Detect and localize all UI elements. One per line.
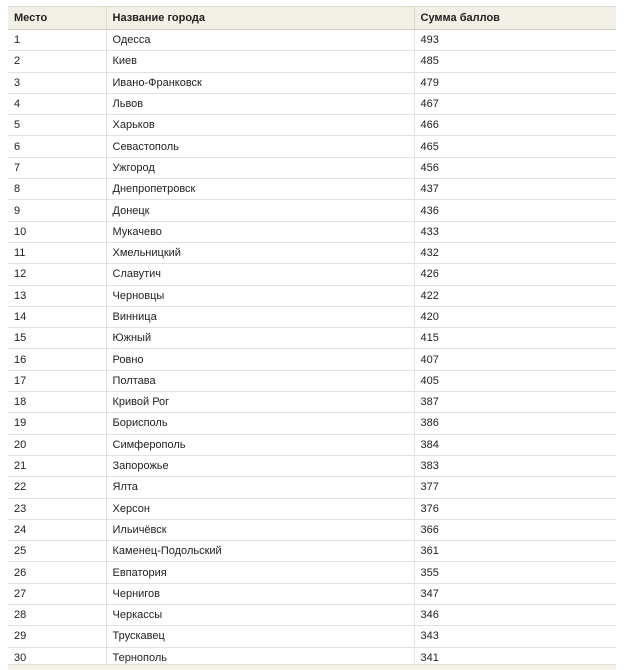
cell-score: 383 <box>414 455 616 476</box>
cell-city: Херсон <box>106 498 414 519</box>
cell-city: Днепропетровск <box>106 179 414 200</box>
cell-score: 432 <box>414 242 616 263</box>
cell-score: 346 <box>414 605 616 626</box>
cell-place: 7 <box>8 157 106 178</box>
cell-score: 386 <box>414 413 616 434</box>
cell-score: 466 <box>414 115 616 136</box>
cell-place: 23 <box>8 498 106 519</box>
cell-place: 4 <box>8 93 106 114</box>
cell-place: 26 <box>8 562 106 583</box>
cell-city: Киев <box>106 51 414 72</box>
table-row <box>8 477 616 498</box>
cell-place: 11 <box>8 242 106 263</box>
table-row <box>8 264 616 285</box>
cell-city: Ивано-Франковск <box>106 72 414 93</box>
cell-score: 467 <box>414 93 616 114</box>
cell-city: Запорожье <box>106 455 414 476</box>
cell-score: 465 <box>414 136 616 157</box>
table-row <box>8 328 616 349</box>
table-row <box>8 370 616 391</box>
cell-city: Черкассы <box>106 605 414 626</box>
cell-city: Одесса <box>106 30 414 51</box>
cell-place: 13 <box>8 285 106 306</box>
cell-city: Полтава <box>106 370 414 391</box>
table-footer-strip <box>8 664 616 670</box>
table-row <box>8 115 616 136</box>
cell-place: 29 <box>8 626 106 647</box>
ranking-table-container <box>8 6 616 669</box>
cell-city: Винница <box>106 306 414 327</box>
table-row <box>8 51 616 72</box>
city-ranking-table <box>8 6 616 669</box>
cell-place: 25 <box>8 541 106 562</box>
cell-score: 377 <box>414 477 616 498</box>
header-score-sum: Сумма баллов <box>414 7 616 30</box>
cell-city: Евпатория <box>106 562 414 583</box>
cell-city: Севастополь <box>106 136 414 157</box>
cell-place: 24 <box>8 519 106 540</box>
cell-place: 18 <box>8 392 106 413</box>
table-row <box>8 392 616 413</box>
table-row <box>8 136 616 157</box>
cell-place: 17 <box>8 370 106 391</box>
cell-city: Борисполь <box>106 413 414 434</box>
cell-place: 10 <box>8 221 106 242</box>
cell-score: 420 <box>414 306 616 327</box>
cell-city: Ровно <box>106 349 414 370</box>
cell-score: 437 <box>414 179 616 200</box>
cell-score: 343 <box>414 626 616 647</box>
cell-score: 376 <box>414 498 616 519</box>
cell-place: 19 <box>8 413 106 434</box>
cell-place: 3 <box>8 72 106 93</box>
cell-score: 493 <box>414 30 616 51</box>
cell-place: 15 <box>8 328 106 349</box>
cell-city: Симферополь <box>106 434 414 455</box>
cell-place: 30 <box>8 647 106 668</box>
cell-city: Славутич <box>106 264 414 285</box>
cell-score: 366 <box>414 519 616 540</box>
table-row <box>8 221 616 242</box>
cell-city: Хмельницкий <box>106 242 414 263</box>
cell-score: 479 <box>414 72 616 93</box>
cell-city: Львов <box>106 93 414 114</box>
cell-score: 387 <box>414 392 616 413</box>
table-row <box>8 30 616 51</box>
table-row <box>8 626 616 647</box>
cell-score: 407 <box>414 349 616 370</box>
cell-score: 415 <box>414 328 616 349</box>
cell-city: Черновцы <box>106 285 414 306</box>
cell-score: 485 <box>414 51 616 72</box>
table-row <box>8 562 616 583</box>
table-row <box>8 498 616 519</box>
cell-city: Трускавец <box>106 626 414 647</box>
cell-place: 8 <box>8 179 106 200</box>
cell-city: Каменец-Подольский <box>106 541 414 562</box>
table-row <box>8 306 616 327</box>
table-row <box>8 583 616 604</box>
cell-city: Харьков <box>106 115 414 136</box>
cell-city: Чернигов <box>106 583 414 604</box>
cell-place: 5 <box>8 115 106 136</box>
table-header-row <box>8 7 616 30</box>
table-row <box>8 285 616 306</box>
cell-city: Ялта <box>106 477 414 498</box>
table-row <box>8 157 616 178</box>
cell-score: 384 <box>414 434 616 455</box>
cell-place: 16 <box>8 349 106 370</box>
cell-score: 436 <box>414 200 616 221</box>
cell-score: 341 <box>414 647 616 668</box>
table-row <box>8 413 616 434</box>
cell-place: 1 <box>8 30 106 51</box>
table-row <box>8 434 616 455</box>
cell-place: 20 <box>8 434 106 455</box>
table-row <box>8 200 616 221</box>
table-row <box>8 72 616 93</box>
table-row <box>8 242 616 263</box>
cell-score: 361 <box>414 541 616 562</box>
cell-place: 27 <box>8 583 106 604</box>
cell-city: Ужгород <box>106 157 414 178</box>
table-body <box>8 30 616 669</box>
cell-score: 355 <box>414 562 616 583</box>
cell-place: 12 <box>8 264 106 285</box>
table-row <box>8 349 616 370</box>
cell-score: 347 <box>414 583 616 604</box>
header-place: Место <box>8 7 106 30</box>
cell-city: Ильичёвск <box>106 519 414 540</box>
table-row <box>8 605 616 626</box>
cell-city: Южный <box>106 328 414 349</box>
cell-place: 22 <box>8 477 106 498</box>
cell-city: Мукачево <box>106 221 414 242</box>
cell-place: 6 <box>8 136 106 157</box>
cell-city: Кривой Рог <box>106 392 414 413</box>
cell-score: 405 <box>414 370 616 391</box>
cell-place: 28 <box>8 605 106 626</box>
cell-place: 21 <box>8 455 106 476</box>
table-row <box>8 179 616 200</box>
cell-score: 422 <box>414 285 616 306</box>
cell-score: 426 <box>414 264 616 285</box>
table-row <box>8 93 616 114</box>
cell-place: 9 <box>8 200 106 221</box>
cell-place: 2 <box>8 51 106 72</box>
cell-score: 433 <box>414 221 616 242</box>
cell-place: 14 <box>8 306 106 327</box>
table-row <box>8 455 616 476</box>
table-row <box>8 541 616 562</box>
cell-city: Донецк <box>106 200 414 221</box>
header-city-name: Название города <box>106 7 414 30</box>
cell-score: 456 <box>414 157 616 178</box>
cell-city: Тернополь <box>106 647 414 668</box>
table-row <box>8 519 616 540</box>
